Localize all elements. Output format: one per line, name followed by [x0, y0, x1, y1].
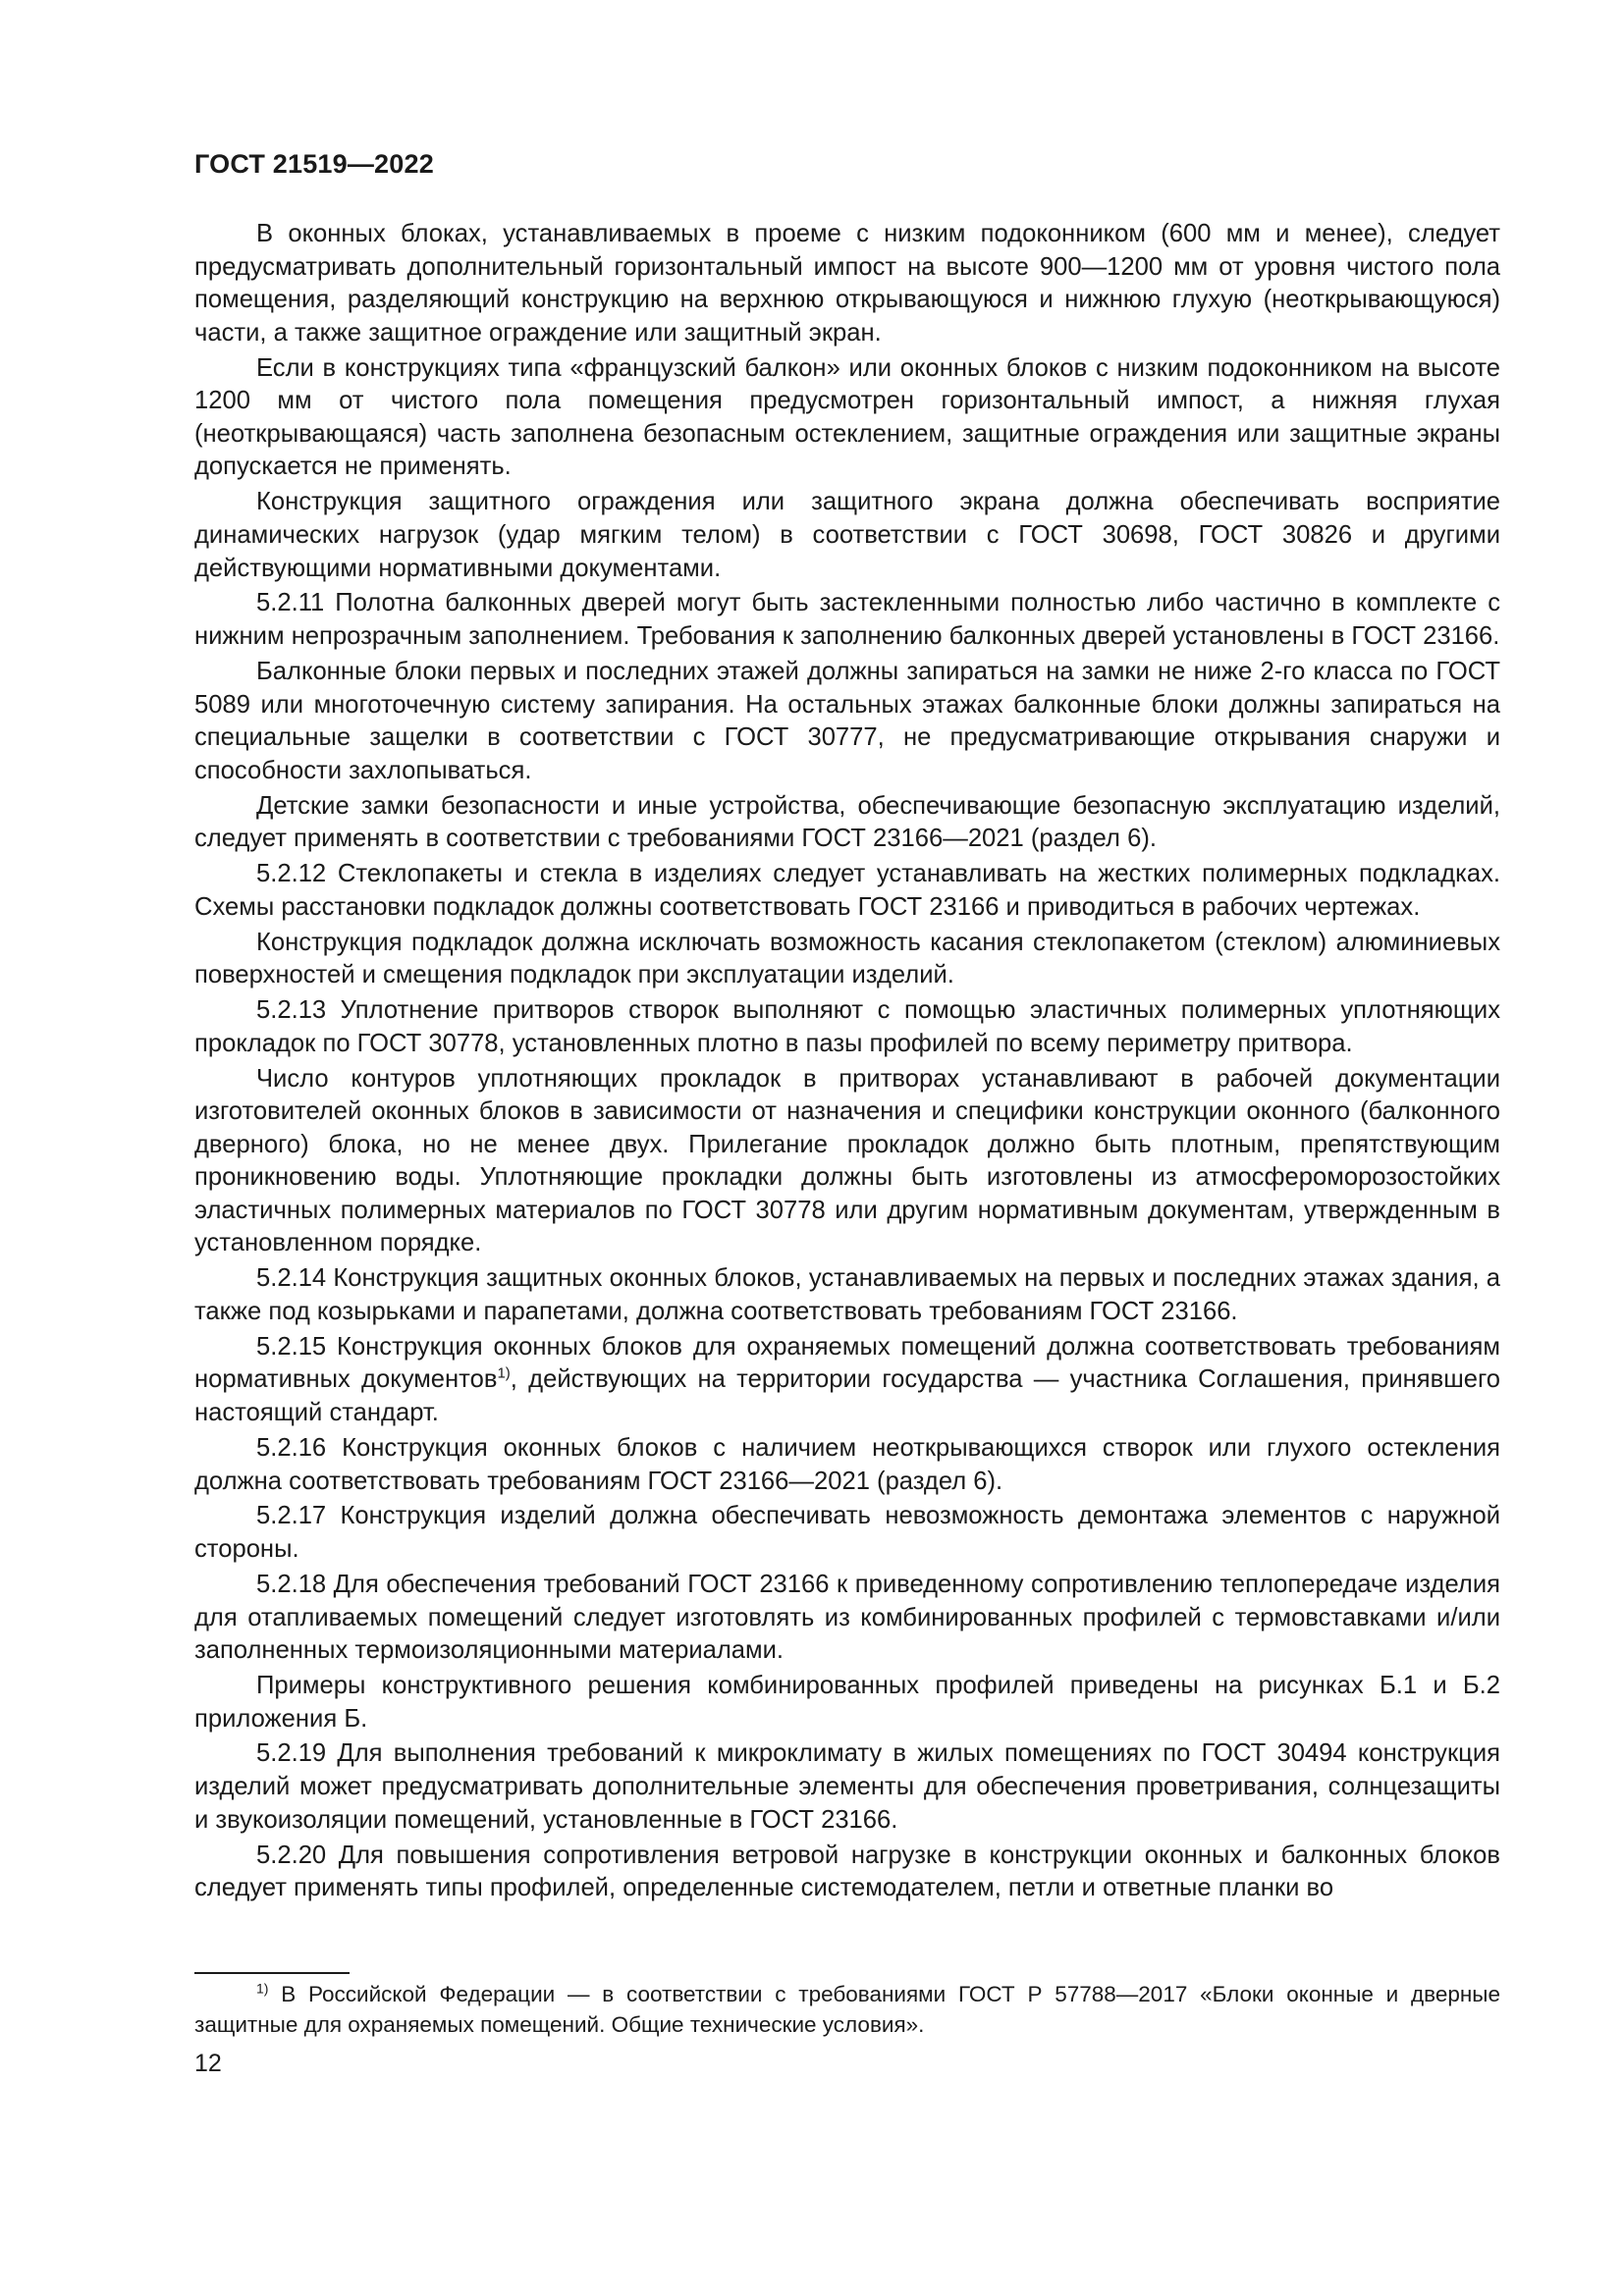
paragraph-setting-blocks: Конструкция подкладок должна исключать возможность касания стеклопакетом (стеклом) алюминиевых поверхностей и смещения подкладок при эксплуатации изделий. — [194, 928, 1500, 989]
footnote-divider — [194, 1972, 350, 1974]
footnote-text: В Российской Федерации — в соответствии с требованиями ГОСТ Р 57788—2017 «Блоки оконные и дверные защитные для охраняемых помещений. Общие технические условия». — [194, 1982, 1500, 2037]
document-header: ГОСТ 21519—2022 — [194, 149, 434, 179]
paragraph-french-balcony: Если в конструкциях типа «французский балкон» или оконных блоков с низким подоконником на высоте 1200 мм от чистого пола помещения предусмотрен горизонтальный импост, а нижняя глухая (неоткрывающаяся) часть заполнена безопасным остеклением, защитные ограждения или защитные экраны допускается не применять. — [194, 353, 1500, 481]
paragraph-5-2-14: 5.2.14 Конструкция защитных оконных блоков, устанавливаемых на первых и последних этажах здания, а также под козырьками и парапетами, должна соответствовать требованиям ГОСТ 23166. — [194, 1264, 1500, 1325]
paragraph-profile-examples: Примеры конструктивного решения комбинированных профилей приведены на рисунках Б.1 и Б.2 приложения Б. — [194, 1671, 1500, 1733]
paragraph-low-sill-impost: В оконных блоках, устанавливаемых в проеме с низким подоконником (600 мм и менее), следует предусматривать дополнительный горизонтальный импост на высоте 900—1200 мм от уровня чистого пола помещения, разделяющий конструкцию на верхнюю открывающуюся и нижнюю глухую (неоткрывающуюся) части, а также защитное ограждение или защитный экран. — [194, 220, 1500, 347]
paragraph-5-2-19: 5.2.19 Для выполнения требований к микроклимату в жилых помещениях по ГОСТ 30494 конструкция изделий может предусматривать дополнительные элементы для обеспечения проветривания, солнцезащиты и звукоизоляции помещений, установленные в ГОСТ 23166. — [194, 1739, 1500, 1834]
paragraph-5-2-15 — [194, 1331, 1500, 1430]
paragraph-5-2-17: 5.2.17 Конструкция изделий должна обеспечивать невозможность демонтажа элементов с наружной стороны. — [194, 1502, 1500, 1564]
footnote-mark: 1) — [256, 1980, 269, 1997]
paragraph-5-2-16: 5.2.16 Конструкция оконных блоков с наличием неоткрывающихся створок или глухого остекления должна соответствовать требованиям ГОСТ 23166—2021 (раздел 6). — [194, 1433, 1500, 1495]
paragraph-seal-contours: Число контуров уплотняющих прокладок в притворах устанавливают в рабочей документации изготовителей оконных блоков в зависимости от назначения и специфики конструкции оконного (балконного дверного) блока, но не менее двух. Прилегание прокладок должно быть плотным, препятствующим проникновению воды. Уплотняющие прокладки должны быть изготовлены из атмосфероморозостойких эластичных полимерных материалов по ГОСТ 30778 или другим нормативным документам, утвержденным в установленном порядке. — [194, 1064, 1500, 1257]
paragraph-5-2-12: 5.2.12 Стеклопакеты и стекла в изделиях следует устанавливать на жестких полимерных подкладках. Схемы расстановки подкладок должны соответствовать ГОСТ 23166 и приводиться в рабочих чертежах. — [194, 860, 1500, 921]
paragraph-balcony-locks: Балконные блоки первых и последних этажей должны запираться на замки не ниже 2-го класса по ГОСТ 5089 или многоточечную систему запирания. На остальных этажах балконные блоки должны запираться на специальные защелки в соответствии с ГОСТ 30777, не предусматривающие открывания снаружи и способности захлопываться. — [194, 657, 1500, 784]
paragraph-5-2-18: 5.2.18 Для обеспечения требований ГОСТ 23166 к приведенному сопротивлению теплопередаче изделия для отапливаемых помещений следует изготовлять из комбинированных профилей с термовставками и/или заполненных термоизоляционными материалами. — [194, 1570, 1500, 1665]
paragraph-5-2-11: 5.2.11 Полотна балконных дверей могут быть застекленными полностью либо частично в комплекте с нижним непрозрачным заполнением. Требования к заполнению балконных дверей установлены в ГОСТ 23166. — [194, 589, 1500, 651]
footnote — [194, 1979, 1500, 2040]
paragraph-protective-barrier: Конструкция защитного ограждения или защитного экрана должна обеспечивать восприятие динамических нагрузок (удар мягким телом) в соответствии с ГОСТ 30698, ГОСТ 30826 и другими действующими нормативными документами. — [194, 488, 1500, 582]
page-number: 12 — [194, 2050, 222, 2077]
paragraph-5-2-15-text-end: , действующих на территории государства — участника Соглашения, принявшего настоящий стандарт. — [194, 1365, 1500, 1427]
footnote-reference[interactable]: 1) — [497, 1364, 511, 1382]
paragraph-5-2-15-text: 5.2.15 Конструкция оконных блоков для охраняемых помещений должна соответствовать требованиям нормативных документов — [194, 1332, 1500, 1394]
body-text — [194, 218, 1500, 1907]
paragraph-5-2-20: 5.2.20 Для повышения сопротивления ветровой нагрузке в конструкции оконных и балконных блоков следует применять типы профилей, определенные системодателем, петли и ответные планки во — [194, 1841, 1500, 1902]
paragraph-child-locks: Детские замки безопасности и иные устройства, обеспечивающие безопасную эксплуатацию изделий, следует применять в соответствии с требованиями ГОСТ 23166—2021 (раздел 6). — [194, 791, 1500, 853]
paragraph-5-2-13: 5.2.13 Уплотнение притворов створок выполняют с помощью эластичных полимерных уплотняющих прокладок по ГОСТ 30778, установленных плотно в пазы профилей по всему периметру притвора. — [194, 996, 1500, 1057]
